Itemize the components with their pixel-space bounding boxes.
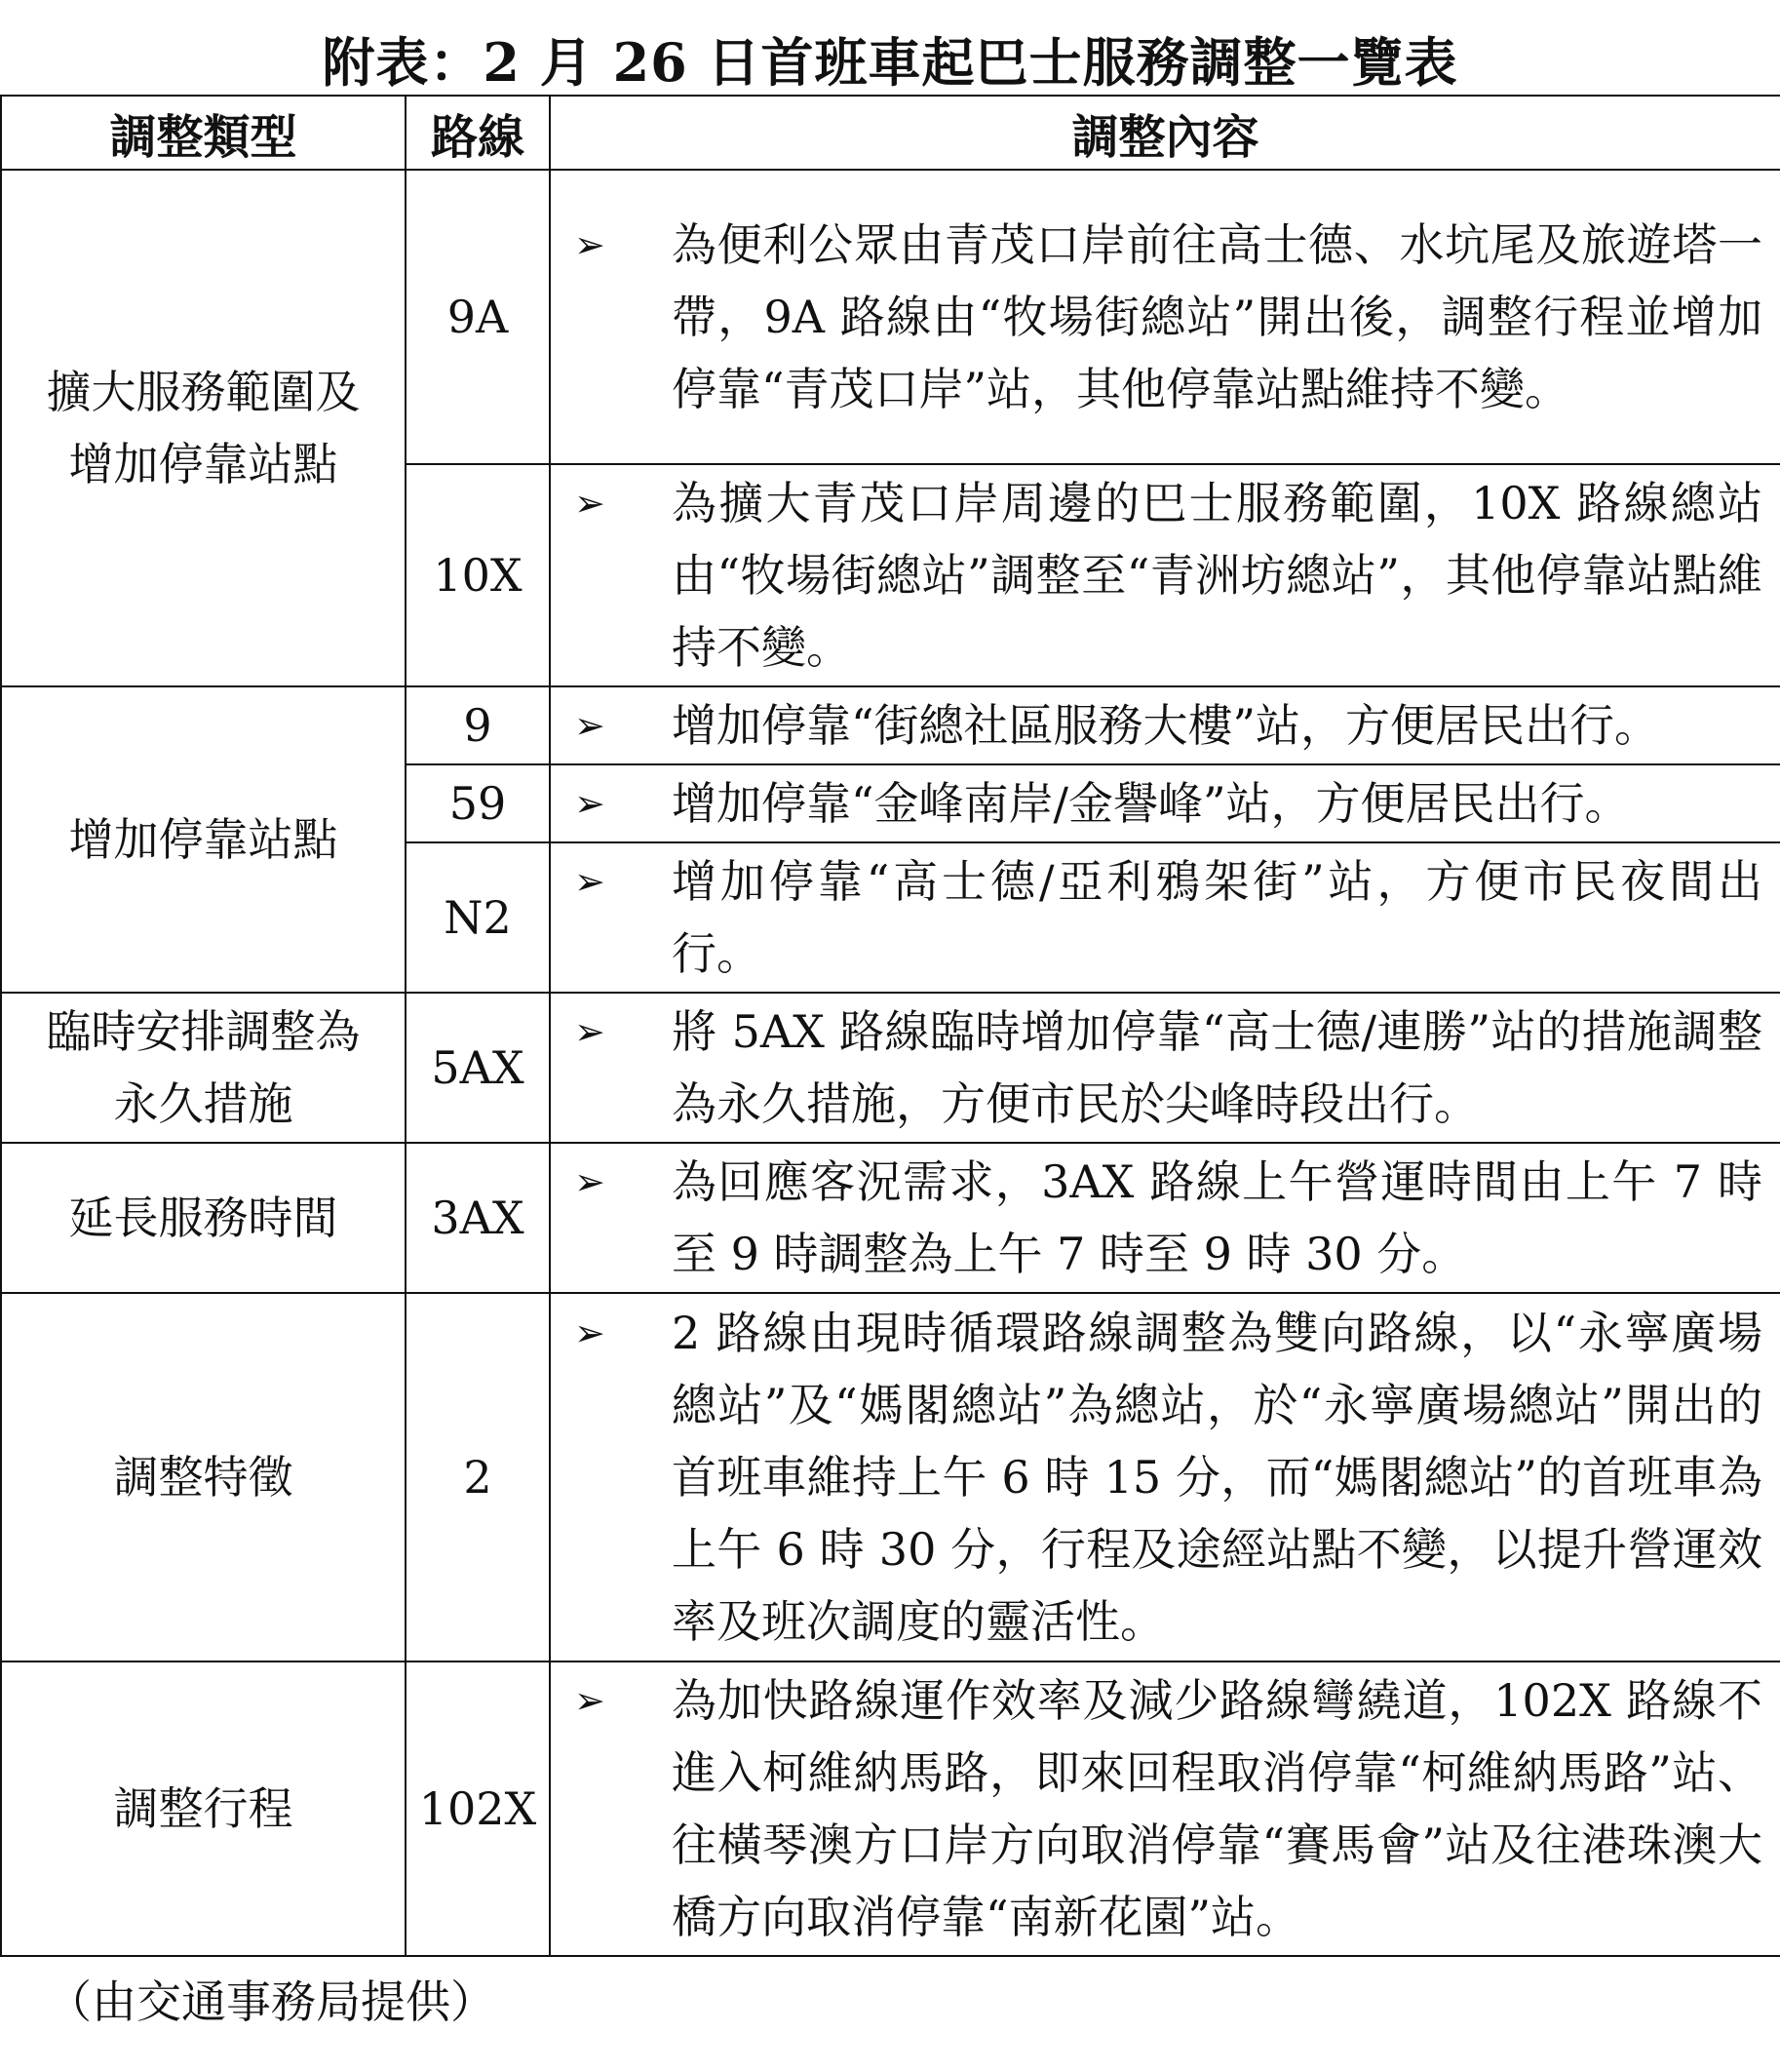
content-text: 為回應客況需求，3AX 路線上午營運時間由上午 7 時至 9 時調整為上午 7 時至 9 時 30 分。 [672, 1155, 1762, 1280]
content-text: 為加快路線運作效率及減少路線彎繞道，102X 路線不進入柯維納馬路，即來回程取消停靠“柯維納馬路”站、往橫琴澳方口岸方向取消停靠“賽馬會”站及往港珠澳大橋方向取消停靠“南新花園”站。 [672, 1674, 1762, 1943]
adjustment-type-label: 調整行程 [113, 1782, 293, 1835]
adjustment-type-cell [1, 1662, 406, 1956]
arrow-bullet-icon: ➢ [574, 482, 605, 525]
arrow-bullet-icon: ➢ [574, 860, 605, 903]
adjustment-type-label: 增加停靠站點 [68, 813, 338, 866]
arrow-bullet-icon: ➢ [574, 1311, 605, 1354]
adjustment-type-label: 臨時安排調整為 [46, 1005, 361, 1058]
adjustment-type-label: 延長服務時間 [68, 1192, 338, 1244]
route-cell: 59 [406, 764, 550, 842]
content-cell [550, 686, 1780, 764]
table-row [1, 170, 1780, 464]
content-cell [550, 1662, 1780, 1956]
content-cell [550, 993, 1780, 1143]
content-text: 為擴大青茂口岸周邊的巴士服務範圍，10X 路線總站由“牧場街總站”調整至“青洲坊總站”，其他停靠站點維持不變。 [672, 477, 1762, 674]
arrow-bullet-icon: ➢ [574, 782, 605, 825]
content-text: 增加停靠“街總社區服務大樓”站，方便居民出行。 [672, 699, 1660, 752]
content-cell [550, 764, 1780, 842]
content-cell [550, 1143, 1780, 1293]
arrow-bullet-icon: ➢ [574, 1679, 605, 1722]
content-text: 增加停靠“高士德/亞利鴉架街”站，方便市民夜間出行。 [672, 855, 1762, 980]
route-cell: 3AX [406, 1143, 550, 1293]
adjustment-type-cell [1, 1293, 406, 1662]
arrow-bullet-icon: ➢ [574, 704, 605, 747]
table-row [1, 1293, 1780, 1662]
table-row [1, 1143, 1780, 1293]
adjustment-type-label: 增加停靠站點 [68, 438, 338, 490]
content-cell [550, 842, 1780, 993]
adjustment-type-cell [1, 170, 406, 686]
page-title: 附表：2 月 26 日首班車起巴士服務調整一覽表 [322, 31, 1458, 94]
route-cell: N2 [406, 842, 550, 993]
arrow-bullet-icon: ➢ [574, 1010, 605, 1053]
adjustment-type-cell [1, 686, 406, 993]
header-route: 路線 [406, 96, 550, 170]
adjustment-type-cell [1, 1143, 406, 1293]
table-row [1, 993, 1780, 1143]
route-cell: 5AX [406, 993, 550, 1143]
content-cell [550, 464, 1780, 686]
content-cell [550, 170, 1780, 464]
adjustment-type-cell [1, 993, 406, 1143]
content-text: 增加停靠“金峰南岸/金譽峰”站，方便居民出行。 [672, 777, 1630, 830]
route-cell: 9 [406, 686, 550, 764]
arrow-bullet-icon: ➢ [574, 223, 605, 266]
content-text: 2 路線由現時循環路線調整為雙向路線，以“永寧廣場總站”及“媽閣總站”為總站，於“永寧廣場總站”開出的首班車維持上午 6 時 15 分，而“媽閣總站”的首班車為上午 6 時 30 分，行程及途經站點不變，以提升營運效率及班次調度的靈活性。 [672, 1307, 1762, 1648]
source-note: （由交通事務局提供） [47, 1975, 495, 2028]
content-text: 為便利公眾由青茂口岸前往高士德、水坑尾及旅遊塔一帶，9A 路線由“牧場街總站”開出後，調整行程並增加停靠“青茂口岸”站，其他停靠站點維持不變。 [672, 218, 1762, 415]
route-cell: 102X [406, 1662, 550, 1956]
content-cell [550, 1293, 1780, 1662]
adjustment-table [0, 95, 1780, 1957]
arrow-bullet-icon: ➢ [574, 1160, 605, 1203]
header-content: 調整內容 [550, 96, 1780, 170]
adjustment-type-label: 調整特徵 [113, 1451, 293, 1504]
table-row [1, 1662, 1780, 1956]
table-header-row [1, 96, 1780, 170]
header-type: 調整類型 [1, 96, 406, 170]
route-cell: 2 [406, 1293, 550, 1662]
adjustment-type-label: 永久措施 [113, 1077, 293, 1130]
route-cell: 10X [406, 464, 550, 686]
table-row [1, 686, 1780, 764]
content-text: 將 5AX 路線臨時增加停靠“高士德/連勝”站的措施調整為永久措施，方便市民於尖峰時段出行。 [672, 1005, 1762, 1130]
route-cell: 9A [406, 170, 550, 464]
adjustment-type-label: 擴大服務範圍及 [46, 366, 361, 418]
